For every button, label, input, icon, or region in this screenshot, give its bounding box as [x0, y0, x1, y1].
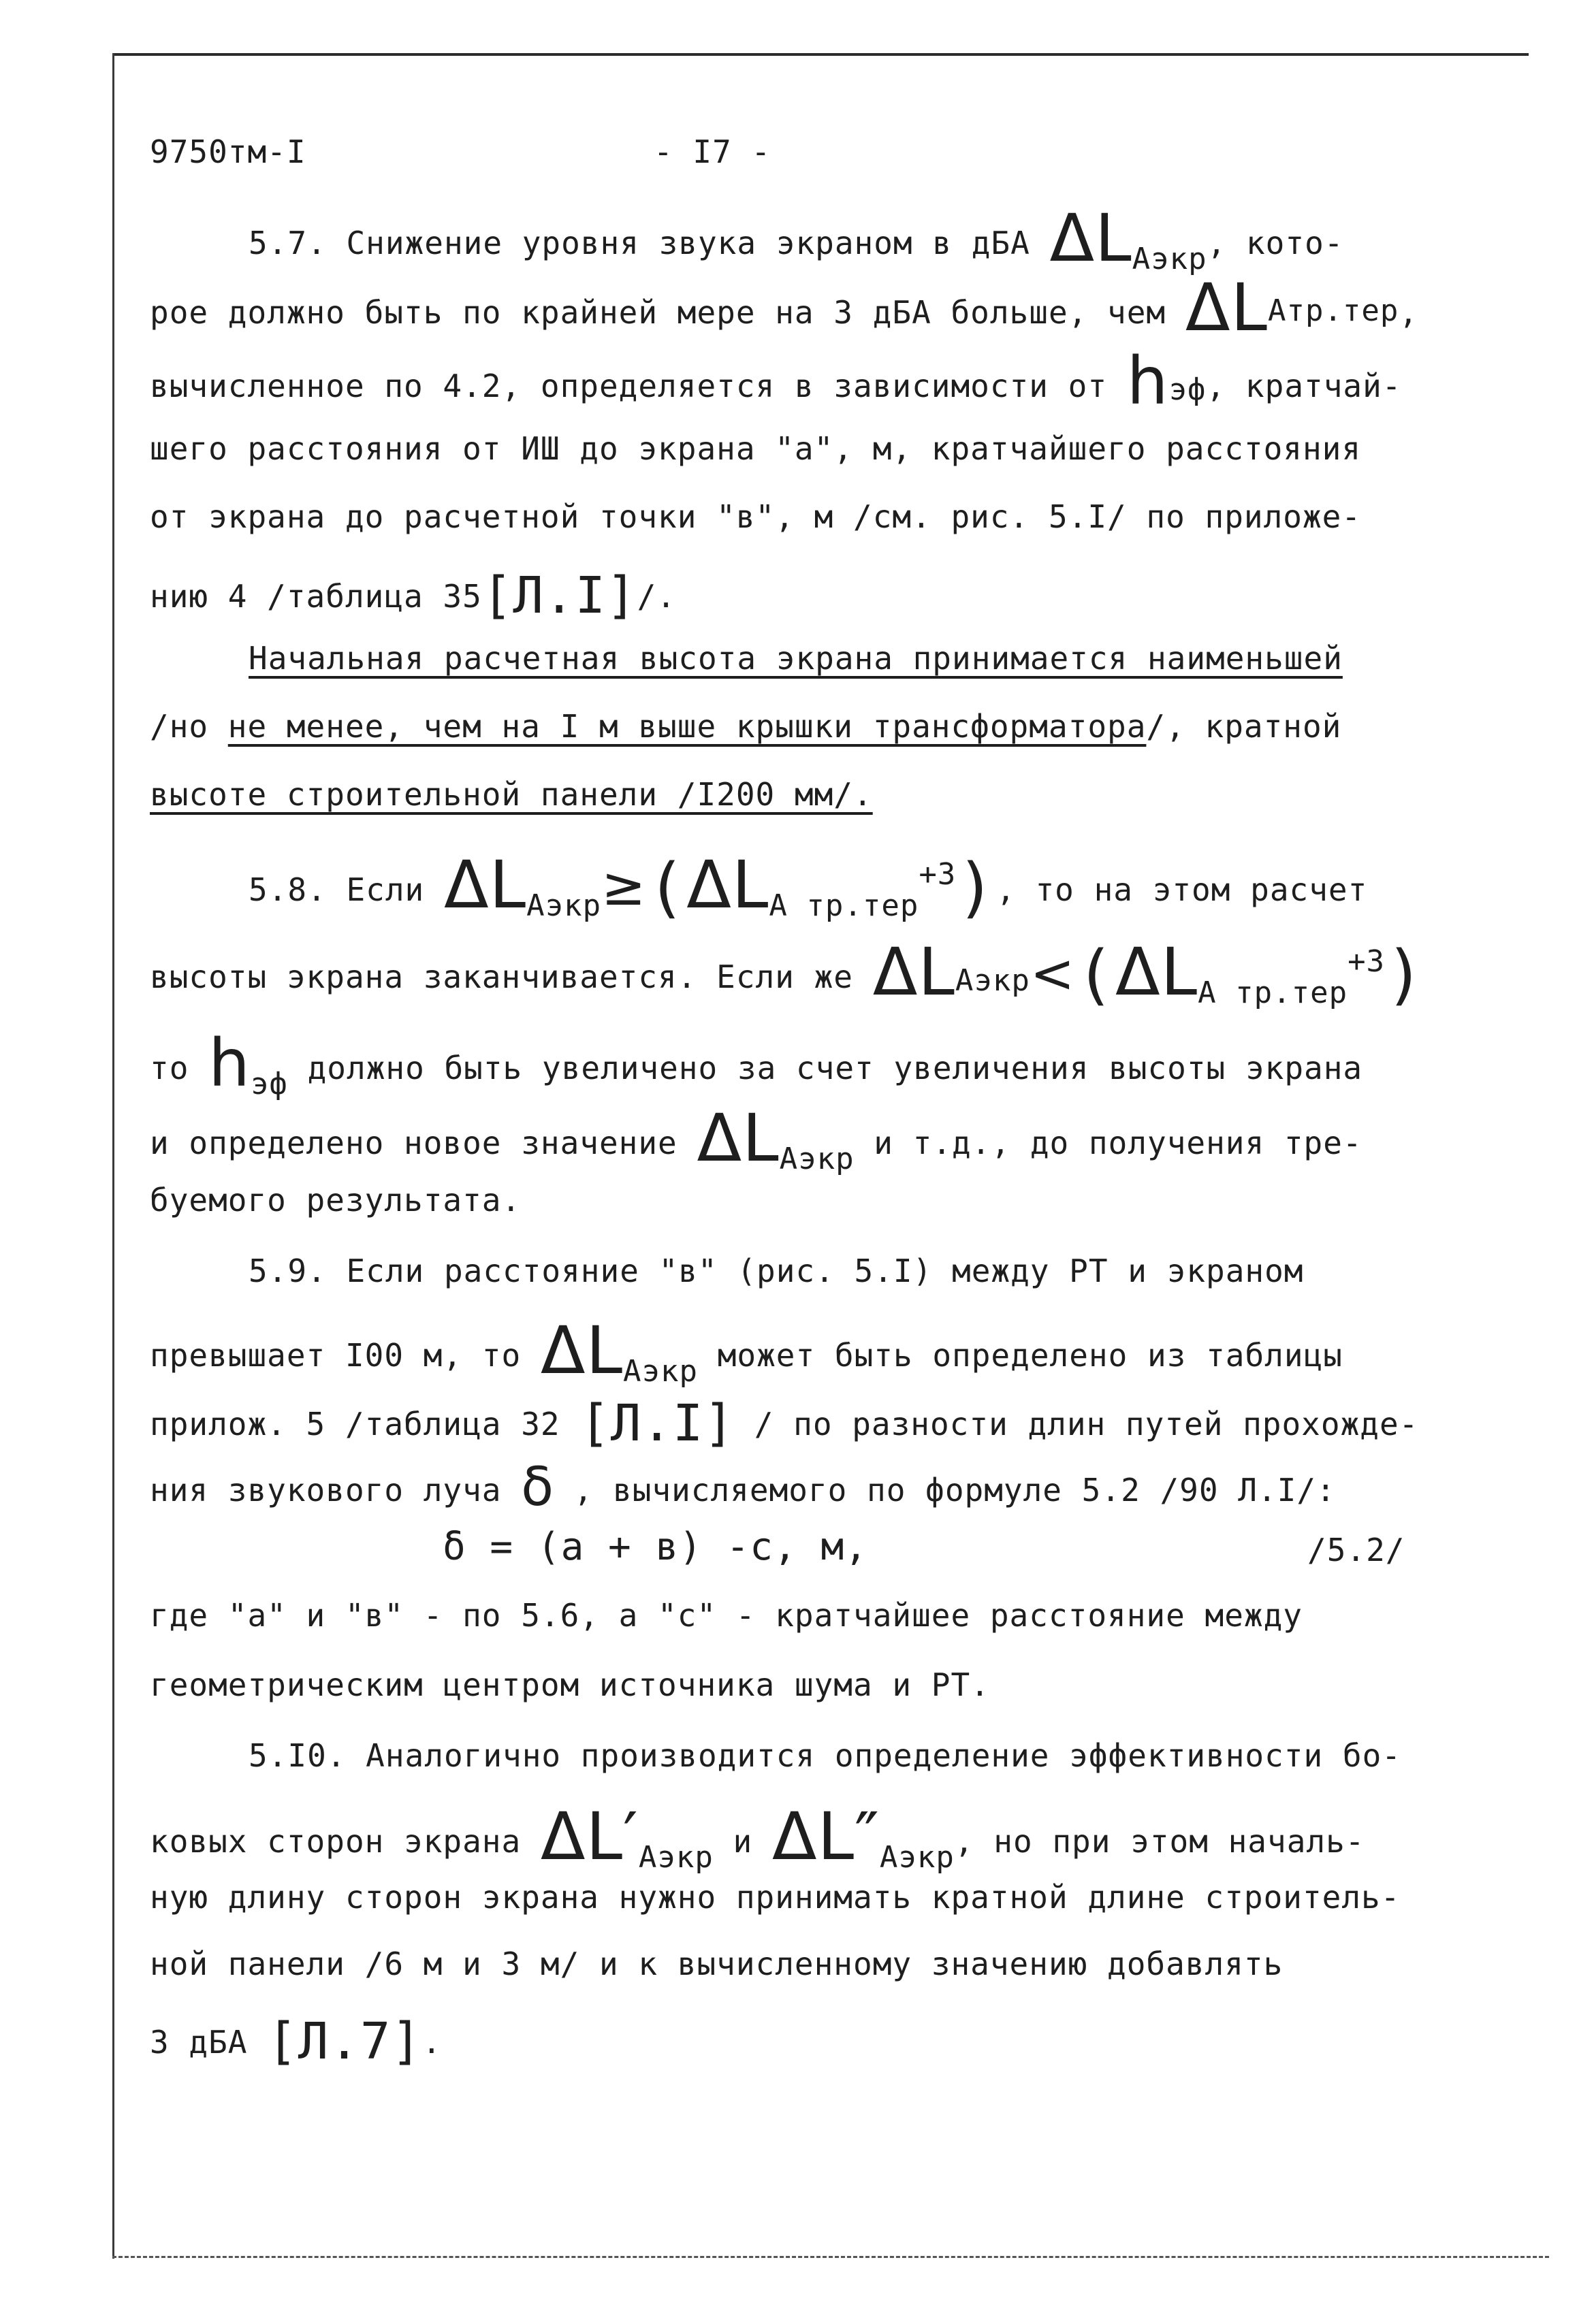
- p57b-line-2: /но не менее, чем на I м выше крышки трансформатора/, кратной: [150, 708, 1342, 745]
- p58-line-2: высоты экрана заканчивается. Если же ΔLАэкр<(ΔLА тр.тер+3): [150, 934, 1425, 1013]
- p58-line-5: буемого результата.: [150, 1182, 522, 1219]
- reference-bracket: [Л.I]: [481, 566, 637, 625]
- p59-line-1: 5.9. Если расстояние "в" (рис. 5.I) между РТ и экраном: [249, 1253, 1304, 1289]
- p58-line-4: и определено новое значение ΔLАэкр и т.д., до получения тре-: [150, 1100, 1362, 1176]
- delta-l-symbol: ΔL: [872, 934, 955, 1010]
- p57-line-1: 5.7. Снижение уровня звука экраном в дБА ΔLАэкр, кото-: [249, 200, 1344, 276]
- delta-l-prime-symbol: ΔL′: [540, 1798, 639, 1875]
- p57-line-3: вычисленное по 4.2, определяется в зависимости от hэф, кратчай-: [150, 343, 1402, 419]
- page-number: - I7 -: [654, 133, 771, 170]
- p59-line-4: ния звукового луча δ , вычисляемого по формуле 5.2 /90 Л.I/:: [150, 1457, 1336, 1518]
- p58-line-3: то hэф должно быть увеличено за счет увеличения высоты экрана: [150, 1025, 1363, 1101]
- reference-bracket: [Л.7]: [267, 2012, 422, 2071]
- delta-l-symbol: ΔL: [1185, 270, 1268, 346]
- delta-l-symbol: ΔL: [540, 1312, 624, 1389]
- p58-line-1: 5.8. Если ΔLАэкр≥(ΔLА тр.тер+3), то на этом расчет: [249, 847, 1368, 926]
- p59-line-3: прилож. 5 /таблица 32 [Л.I] / по разности длин путей прохожде-: [150, 1394, 1419, 1453]
- h-symbol: h: [208, 1025, 251, 1101]
- p57-line-5: от экрана до расчетной точки "в", м /см. рис. 5.I/ по приложе-: [150, 498, 1362, 535]
- p510-line-1: 5.I0. Аналогично производится определение эффективности бо-: [249, 1737, 1401, 1774]
- p57-line-6: нию 4 /таблица 35[Л.I]/.: [150, 566, 676, 625]
- p59-line-2: превышает I00 м, то ΔLАэкр может быть определено из таблицы: [150, 1312, 1343, 1389]
- p510-line-5: 3 дБА [Л.7].: [150, 2012, 442, 2071]
- delta-symbol: δ: [521, 1457, 554, 1518]
- h-symbol: h: [1126, 343, 1169, 419]
- formula-number: /5.2/: [1307, 1532, 1405, 1568]
- delta-l-symbol: ΔL: [443, 847, 527, 923]
- p510-line-3: ную длину сторон экрана нужно принимать кратной длине строитель-: [150, 1879, 1401, 1916]
- p510-line-4: ной панели /6 м и 3 м/ и к вычисленному значению добавлять: [150, 1946, 1284, 1982]
- formula-5-2: δ = (а + в) -с, м,: [443, 1525, 868, 1569]
- delta-l-double-prime-symbol: ΔL″: [771, 1798, 880, 1875]
- p57-line-4: шего расстояния от ИШ до экрана "а", м, кратчайшего расстояния: [150, 430, 1362, 467]
- p57b-line-3: высоте строительной панели /I200 мм/.: [150, 776, 873, 813]
- less-than-symbol: <: [1030, 943, 1076, 1005]
- p57b-line-1: Начальная расчетная высота экрана принимается наименьшей: [249, 640, 1343, 677]
- page-header: [150, 133, 771, 170]
- delta-l-symbol: ΔL: [1115, 934, 1198, 1010]
- reference-bracket: [Л.I]: [579, 1394, 735, 1453]
- p59-line-5: где "а" и "в" - по 5.6, а "с" - кратчайшее расстояние между: [150, 1597, 1303, 1634]
- greater-equal-symbol: ≥: [601, 856, 647, 918]
- delta-l-symbol: ΔL: [697, 1100, 780, 1176]
- p59-line-6: геометрическим центром источника шума и РТ.: [150, 1666, 990, 1703]
- p57-line-2: рое должно быть по крайней мере на 3 дБА больше, чем ΔLАтр.тер,: [150, 270, 1419, 346]
- document-code: 9750тм-I: [150, 133, 306, 170]
- delta-l-symbol: ΔL: [686, 847, 769, 923]
- p510-line-2: ковых сторон экрана ΔL′Аэкр и ΔL″Аэкр, но при этом началь-: [150, 1798, 1365, 1875]
- delta-l-symbol: ΔL: [1049, 200, 1132, 276]
